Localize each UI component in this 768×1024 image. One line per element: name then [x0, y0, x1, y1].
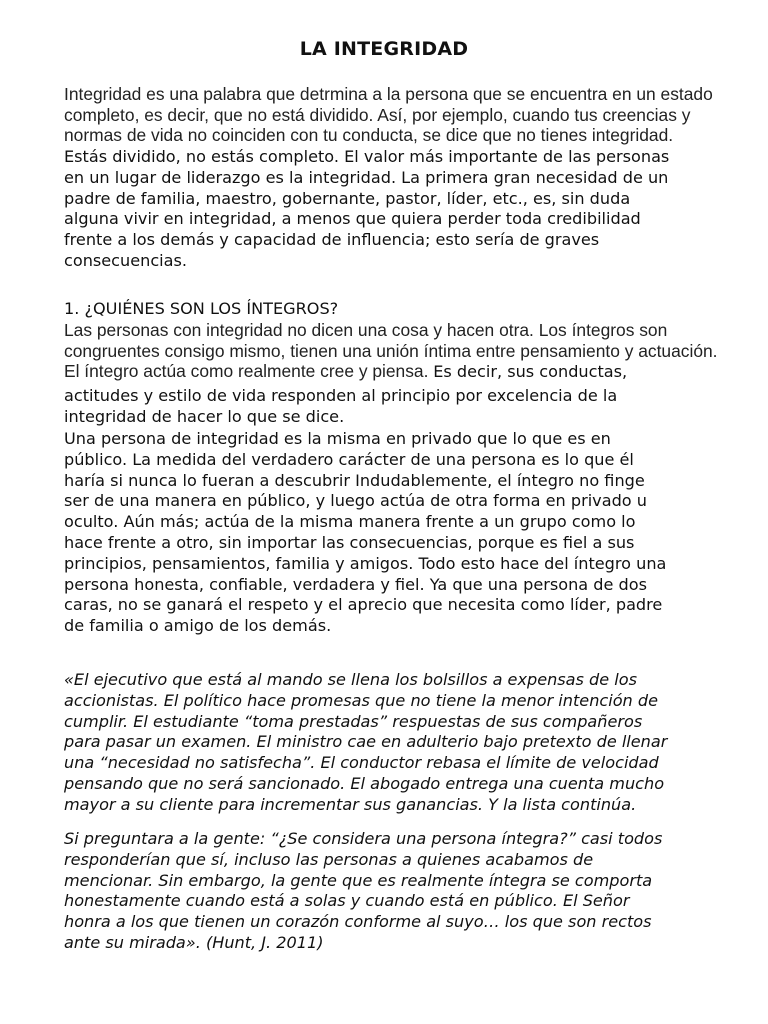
text-line: Integridad es una palabra que detrmina a la persona que se encuentra en un estado — [64, 84, 713, 104]
text-line: normas de vida no coinciden con tu conducta, se dice que no tienes integridad. — [64, 125, 674, 145]
text-line: Estás dividido, no estás completo. El valor más importante de las personas — [64, 147, 670, 166]
text-line: mayor a su cliente para incrementar sus ganancias. Y la lista continúa. — [64, 794, 637, 814]
text-line: en un lugar de liderazgo es la integridad. La primera gran necesidad de un — [64, 167, 669, 187]
text-line: ante su mirada». (Hunt, J. 2011) — [64, 932, 324, 952]
text-line: completo, es decir, que no está dividido. Así, por ejemplo, cuando tus creencias y — [64, 104, 691, 125]
text-line: haría si nunca lo fueran a descubrir Indudablemente, el íntegro no finge — [64, 470, 645, 490]
text-run: Es decir, sus conductas, — [433, 362, 628, 381]
text-run: El íntegro actúa como realmente cree y piensa. — [64, 361, 434, 381]
character-paragraph — [64, 429, 744, 637]
text-line: actitudes y estilo de vida responden al principio por excelencia de la — [64, 386, 618, 405]
text-line: cumplir. El estudiante “toma prestadas” respuestas de sus compañeros — [64, 711, 643, 731]
text-line: mencionar. Sin embargo, la gente que es realmente íntegra se comporta — [64, 870, 653, 890]
text-line: accionistas. El político hace promesas que no tiene la menor intención de — [64, 690, 658, 710]
text-line: caras, no se ganará el respeto y el aprecio que necesita como líder, padre — [64, 595, 663, 615]
intro-continuation-paragraph — [64, 147, 744, 272]
text-line: ser de una manera en público, y luego actúa de otra forma en privado u — [64, 491, 647, 511]
section-paragraph — [64, 320, 744, 383]
mixed-text-line — [64, 361, 744, 383]
section-heading: 1. ¿QUIÉNES SON LOS ÍNTEGROS? — [64, 299, 339, 318]
section-paragraph-continuation — [64, 386, 744, 428]
text-line: oculto. Aún más; actúa de la misma manera frente a un grupo como lo — [64, 512, 636, 532]
text-line: Las personas con integridad no dicen una cosa y hacen otra. Los íntegros son — [64, 320, 668, 340]
text-line: de familia o amigo de los demás. — [64, 616, 332, 636]
text-line: honra a los que tienen un corazón conforme al suyo… los que son rectos — [64, 912, 652, 932]
quote-continuation-paragraph — [64, 829, 744, 954]
text-line: consecuencias. — [64, 250, 188, 270]
text-line: frente a los demás y capacidad de influencia; esto sería de graves — [64, 230, 600, 250]
text-line: responderían que sí, incluso las personas a quienes acabamos de — [64, 849, 594, 869]
quote-paragraph — [64, 670, 744, 816]
text-line: congruentes consigo mismo, tienen una unión íntima entre pensamiento y actuación. — [64, 340, 718, 361]
intro-paragraph — [64, 84, 744, 146]
text-line: Una persona de integridad es la misma en privado que lo que es en — [64, 429, 611, 448]
page-title: LA INTEGRIDAD — [299, 38, 469, 60]
text-line: integridad de hacer lo que se dice. — [64, 406, 345, 426]
text-line: honestamente cuando está a solas y cuando está en público. El Señor — [64, 891, 630, 911]
text-line: para pasar un examen. El ministro cae en adulterio bajo pretexto de llenar — [64, 732, 668, 752]
text-line: principios, pensamientos, familia y amigos. Todo esto hace del íntegro una — [64, 553, 667, 573]
text-line: padre de familia, maestro, gobernante, pastor, líder, etc., es, sin duda — [64, 188, 631, 208]
text-line: pensando que no será sancionado. El abogado entrega una cuenta mucho — [64, 773, 665, 793]
text-line: una “necesidad no satisfecha”. El conductor rebasa el límite de velocidad — [64, 753, 659, 773]
text-line: persona honesta, confiable, verdadera y fiel. Ya que una persona de dos — [64, 574, 647, 594]
text-line: hace frente a otro, sin importar las consecuencias, porque es fiel a sus — [64, 532, 635, 552]
text-line: público. La medida del verdadero carácter de una persona es lo que él — [64, 449, 634, 469]
text-line: «El ejecutivo que está al mando se llena los bolsillos a expensas de los — [64, 670, 637, 689]
text-line: Si preguntara a la gente: “¿Se considera una persona íntegra?” casi todos — [64, 829, 663, 848]
text-line: alguna vivir en integridad, a menos que quiera perder toda credibilidad — [64, 209, 641, 229]
